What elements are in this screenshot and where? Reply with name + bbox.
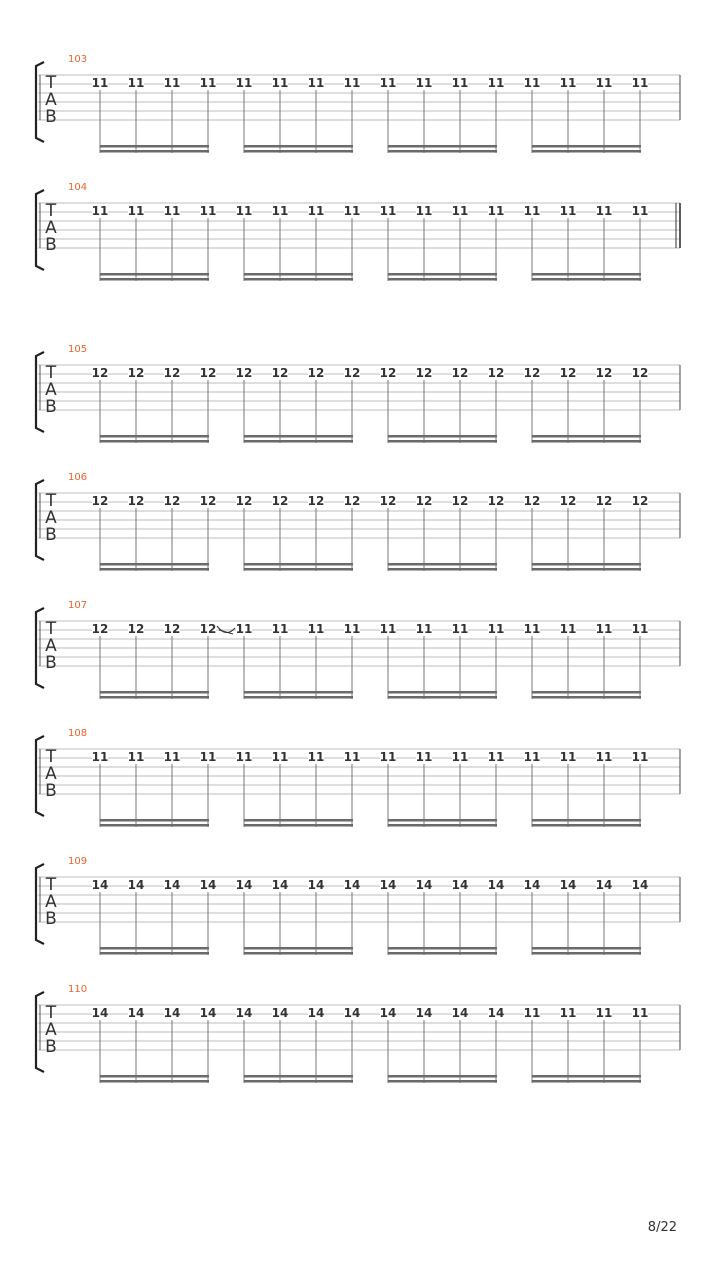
fret-number: 14 (451, 1006, 469, 1020)
fret-number: 14 (451, 878, 469, 892)
fret-number: 11 (271, 204, 289, 218)
tab-clef-letter: T (45, 1003, 57, 1023)
beam (244, 947, 353, 950)
beam (388, 273, 497, 276)
beam (388, 691, 497, 694)
fret-number: 12 (235, 366, 253, 380)
beam (532, 1080, 641, 1083)
tab-clef-letter: B (45, 235, 57, 255)
measure-number: 103 (68, 54, 88, 65)
beam (532, 952, 641, 955)
page-number: 8/22 (647, 1220, 677, 1235)
beam (100, 145, 209, 148)
fret-number: 12 (163, 622, 181, 636)
fret-number: 12 (559, 366, 577, 380)
measure-number: 108 (68, 728, 88, 739)
fret-number: 14 (163, 878, 181, 892)
tab-system (36, 728, 680, 827)
fret-number: 11 (307, 76, 325, 90)
fret-number: 11 (487, 76, 505, 90)
beam (100, 435, 209, 438)
measure-number: 107 (68, 600, 88, 611)
fret-number: 11 (595, 204, 613, 218)
fret-number: 11 (523, 622, 541, 636)
fret-number: 12 (91, 622, 109, 636)
beam (388, 947, 497, 950)
tab-clef-letter: B (45, 107, 57, 127)
beam (244, 145, 353, 148)
beam (388, 278, 497, 281)
fret-number: 14 (631, 878, 649, 892)
beam (100, 691, 209, 694)
fret-number: 12 (127, 366, 145, 380)
fret-number: 11 (631, 1006, 649, 1020)
beam (388, 952, 497, 955)
beam (244, 696, 353, 699)
fret-number: 12 (415, 366, 433, 380)
fret-number: 12 (235, 494, 253, 508)
fret-number: 14 (415, 1006, 433, 1020)
fret-number: 12 (127, 622, 145, 636)
tab-system (36, 856, 680, 955)
fret-number: 11 (523, 1006, 541, 1020)
beam (244, 278, 353, 281)
tab-system (36, 984, 680, 1083)
fret-number: 11 (91, 750, 109, 764)
fret-number: 14 (307, 878, 325, 892)
fret-number: 14 (127, 878, 145, 892)
fret-number: 14 (415, 878, 433, 892)
fret-number: 11 (415, 76, 433, 90)
fret-number: 11 (307, 622, 325, 636)
tab-system (36, 344, 680, 443)
beam (100, 568, 209, 571)
fret-number: 14 (271, 878, 289, 892)
fret-number: 12 (199, 494, 217, 508)
beam (532, 435, 641, 438)
fret-number: 12 (307, 494, 325, 508)
fret-number: 12 (127, 494, 145, 508)
fret-number: 12 (379, 366, 397, 380)
fret-number: 11 (199, 76, 217, 90)
measure-number: 109 (68, 856, 88, 867)
tab-clef-letter: B (45, 397, 57, 417)
fret-number: 11 (523, 204, 541, 218)
beam (532, 563, 641, 566)
fret-number: 14 (307, 1006, 325, 1020)
fret-number: 11 (163, 204, 181, 218)
fret-number: 12 (523, 366, 541, 380)
beam (100, 150, 209, 153)
fret-number: 11 (379, 622, 397, 636)
fret-number: 12 (415, 494, 433, 508)
fret-number: 11 (235, 750, 253, 764)
fret-number: 11 (343, 622, 361, 636)
fret-number: 12 (343, 366, 361, 380)
beam (532, 278, 641, 281)
fret-number: 11 (451, 76, 469, 90)
tab-clef-letter: A (45, 636, 57, 656)
fret-number: 11 (487, 204, 505, 218)
beam (100, 278, 209, 281)
fret-number: 11 (235, 622, 253, 636)
fret-number: 11 (415, 622, 433, 636)
beam (532, 440, 641, 443)
beam (388, 440, 497, 443)
beam (100, 696, 209, 699)
fret-number: 11 (379, 76, 397, 90)
fret-number: 11 (271, 76, 289, 90)
fret-number: 11 (631, 622, 649, 636)
beam (532, 568, 641, 571)
fret-number: 12 (91, 366, 109, 380)
fret-number: 11 (271, 622, 289, 636)
fret-number: 11 (451, 622, 469, 636)
fret-number: 14 (91, 878, 109, 892)
fret-number: 11 (307, 750, 325, 764)
tab-clef-letter: B (45, 781, 57, 801)
fret-number: 14 (235, 878, 253, 892)
fret-number: 14 (127, 1006, 145, 1020)
tab-clef-letter: B (45, 1037, 57, 1057)
fret-number: 11 (631, 750, 649, 764)
fret-number: 12 (91, 494, 109, 508)
fret-number: 12 (595, 494, 613, 508)
fret-number: 12 (343, 494, 361, 508)
fret-number: 12 (487, 494, 505, 508)
fret-number: 11 (595, 76, 613, 90)
fret-number: 11 (595, 1006, 613, 1020)
fret-number: 14 (235, 1006, 253, 1020)
fret-number: 11 (523, 750, 541, 764)
beam (388, 824, 497, 827)
fret-number: 14 (487, 1006, 505, 1020)
fret-number: 12 (307, 366, 325, 380)
fret-number: 14 (559, 878, 577, 892)
tab-clef-letter: B (45, 525, 57, 545)
fret-number: 11 (631, 204, 649, 218)
tab-system (36, 600, 680, 699)
fret-number: 11 (163, 76, 181, 90)
fret-number: 12 (271, 494, 289, 508)
fret-number: 11 (343, 76, 361, 90)
fret-number: 14 (343, 1006, 361, 1020)
tab-system (36, 182, 680, 281)
beam (100, 952, 209, 955)
tab-clef-letter: T (45, 875, 57, 895)
beam (388, 150, 497, 153)
fret-number: 12 (163, 366, 181, 380)
beam (100, 1075, 209, 1078)
fret-number: 11 (271, 750, 289, 764)
fret-number: 12 (199, 622, 217, 636)
tab-system (36, 54, 680, 153)
beam (244, 435, 353, 438)
beam (388, 563, 497, 566)
beam (388, 696, 497, 699)
tab-clef-letter: T (45, 619, 57, 639)
fret-number: 12 (451, 494, 469, 508)
tab-clef-letter: A (45, 508, 57, 528)
tab-clef-letter: A (45, 764, 57, 784)
fret-number: 12 (451, 366, 469, 380)
tab-clef-letter: T (45, 491, 57, 511)
fret-number: 14 (163, 1006, 181, 1020)
beam (532, 824, 641, 827)
fret-number: 12 (631, 494, 649, 508)
fret-number: 11 (379, 204, 397, 218)
beam (388, 145, 497, 148)
beam (100, 1080, 209, 1083)
beam (100, 440, 209, 443)
fret-number: 11 (559, 76, 577, 90)
fret-number: 11 (307, 204, 325, 218)
measure-number: 106 (68, 472, 88, 483)
beam (532, 691, 641, 694)
fret-number: 11 (523, 76, 541, 90)
fret-number: 14 (379, 1006, 397, 1020)
beam (244, 563, 353, 566)
fret-number: 12 (163, 494, 181, 508)
beam (244, 819, 353, 822)
fret-number: 14 (199, 878, 217, 892)
tab-clef-letter: T (45, 363, 57, 383)
fret-number: 11 (415, 750, 433, 764)
fret-number: 11 (559, 1006, 577, 1020)
fret-number: 11 (487, 622, 505, 636)
beam (244, 1080, 353, 1083)
tab-clef-letter: A (45, 218, 57, 238)
fret-number: 11 (559, 750, 577, 764)
fret-number: 11 (235, 204, 253, 218)
fret-number: 12 (271, 366, 289, 380)
fret-number: 14 (595, 878, 613, 892)
measure-number: 104 (68, 182, 88, 193)
fret-number: 14 (271, 1006, 289, 1020)
fret-number: 11 (487, 750, 505, 764)
fret-number: 12 (487, 366, 505, 380)
fret-number: 14 (91, 1006, 109, 1020)
fret-number: 12 (379, 494, 397, 508)
fret-number: 14 (523, 878, 541, 892)
beam (244, 273, 353, 276)
fret-number: 11 (343, 750, 361, 764)
fret-number: 11 (91, 76, 109, 90)
fret-number: 11 (199, 750, 217, 764)
beam (388, 819, 497, 822)
fret-number: 11 (451, 204, 469, 218)
fret-number: 11 (559, 204, 577, 218)
beam (532, 947, 641, 950)
tab-clef-letter: A (45, 892, 57, 912)
tab-clef-letter: A (45, 90, 57, 110)
beam (244, 824, 353, 827)
tab-clef-letter: B (45, 653, 57, 673)
fret-number: 11 (379, 750, 397, 764)
tab-clef-letter: A (45, 380, 57, 400)
fret-number: 11 (559, 622, 577, 636)
beam (244, 568, 353, 571)
beam (388, 1075, 497, 1078)
beam (100, 563, 209, 566)
beam (532, 150, 641, 153)
fret-number: 11 (451, 750, 469, 764)
fret-number: 12 (559, 494, 577, 508)
fret-number: 11 (163, 750, 181, 764)
beam (532, 819, 641, 822)
beam (244, 952, 353, 955)
beam (100, 273, 209, 276)
fret-number: 11 (127, 76, 145, 90)
beam (532, 696, 641, 699)
fret-number: 12 (523, 494, 541, 508)
fret-number: 11 (235, 76, 253, 90)
beam (244, 150, 353, 153)
measure-number: 110 (68, 984, 88, 995)
fret-number: 11 (127, 750, 145, 764)
fret-number: 11 (631, 76, 649, 90)
tab-clef-letter: T (45, 201, 57, 221)
tab-clef-letter: T (45, 73, 57, 93)
fret-number: 12 (199, 366, 217, 380)
beam (100, 824, 209, 827)
beam (388, 568, 497, 571)
beam (244, 1075, 353, 1078)
fret-number: 14 (487, 878, 505, 892)
beam (100, 947, 209, 950)
fret-number: 14 (199, 1006, 217, 1020)
fret-number: 12 (595, 366, 613, 380)
beam (100, 819, 209, 822)
fret-number: 11 (127, 204, 145, 218)
beam (244, 440, 353, 443)
fret-number: 14 (343, 878, 361, 892)
beam (388, 435, 497, 438)
beam (388, 1080, 497, 1083)
tab-clef-letter: B (45, 909, 57, 929)
beam (532, 145, 641, 148)
measure-number: 105 (68, 344, 88, 355)
fret-number: 11 (595, 750, 613, 764)
tab-clef-letter: T (45, 747, 57, 767)
fret-number: 14 (379, 878, 397, 892)
tab-clef-letter: A (45, 1020, 57, 1040)
fret-number: 11 (415, 204, 433, 218)
fret-number: 11 (91, 204, 109, 218)
tab-system (36, 472, 680, 571)
fret-number: 12 (631, 366, 649, 380)
fret-number: 11 (199, 204, 217, 218)
beam (244, 691, 353, 694)
beam (532, 1075, 641, 1078)
fret-number: 11 (595, 622, 613, 636)
beam (532, 273, 641, 276)
fret-number: 11 (343, 204, 361, 218)
